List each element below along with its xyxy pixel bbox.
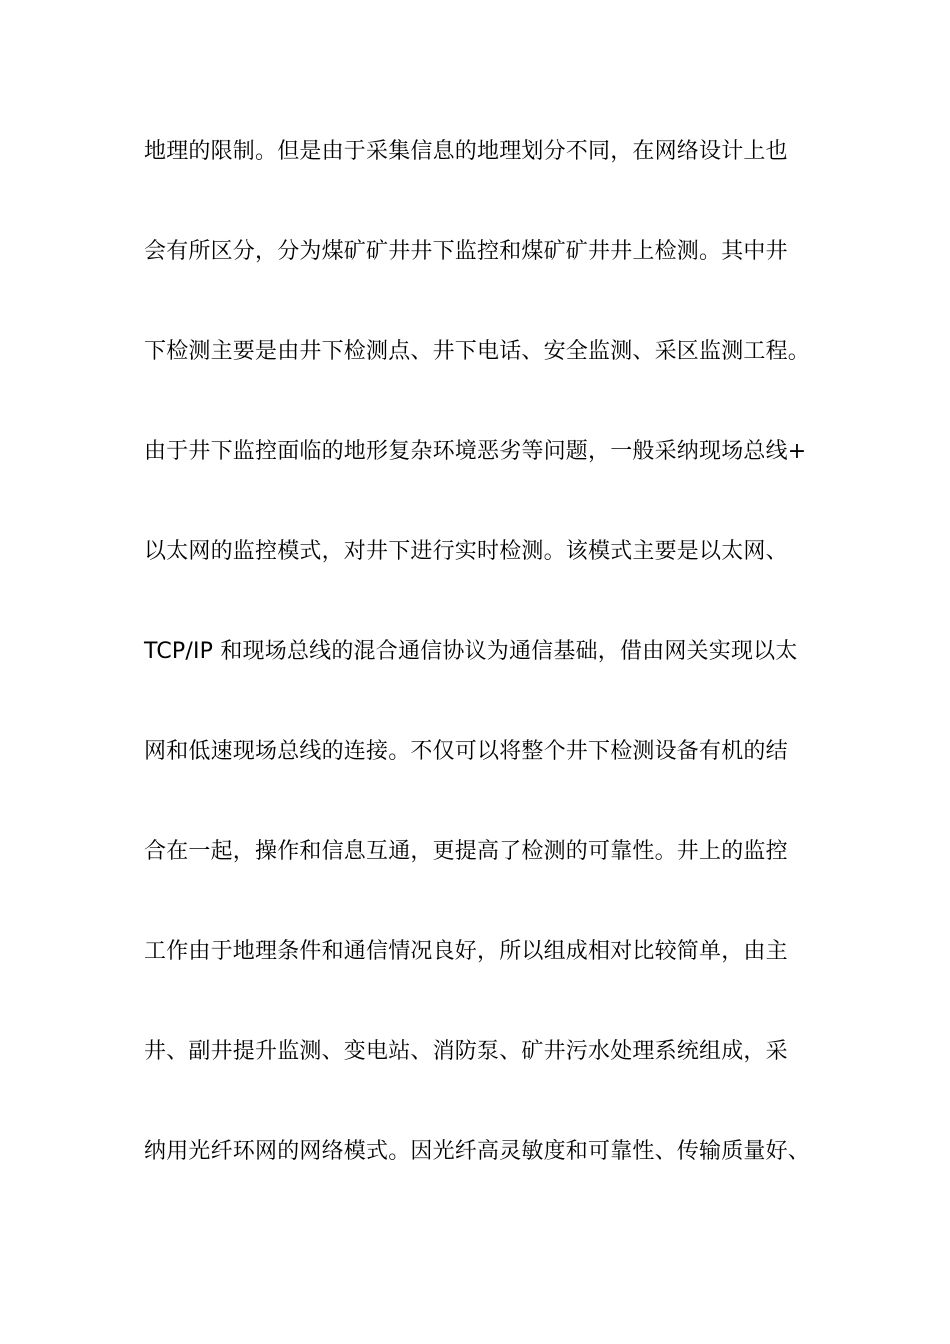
text-line: 纳用光纤环网的网络模式。因光纤高灵敏度和可靠性、传输质量好、 [144, 1139, 811, 1164]
text-line: 合在一起，操作和信息互通，更提高了检测的可靠性。井上的监控 [144, 839, 788, 864]
text-line: 地理的限制。但是由于采集信息的地理划分不同，在网络设计上也 [144, 139, 788, 164]
text-line: 井、副井提升监测、变电站、消防泵、矿井污水处理系统组成，采 [144, 1039, 788, 1064]
text-line: TCP/IP 和现场总线的混合通信协议为通信基础，借由网关实现以太 [144, 639, 798, 664]
text-line: 下检测主要是由井下检测点、井下电话、安全监测、采区监测工程。 [144, 339, 811, 364]
text-line: 由于井下监控面临的地形复杂环境恶劣等问题，一般采纳现场总线+ [144, 439, 807, 464]
text-line: 网和低速现场总线的连接。不仅可以将整个井下检测设备有机的结 [144, 739, 788, 764]
text-line: 会有所区分，分为煤矿矿井井下监控和煤矿矿井井上检测。其中井 [144, 239, 788, 264]
text-line: 工作由于地理条件和通信情况良好，所以组成相对比较简单，由主 [144, 939, 788, 964]
text-line: 以太网的监控模式，对井下进行实时检测。该模式主要是以太网、 [144, 539, 788, 564]
body-text [144, 126, 844, 1226]
